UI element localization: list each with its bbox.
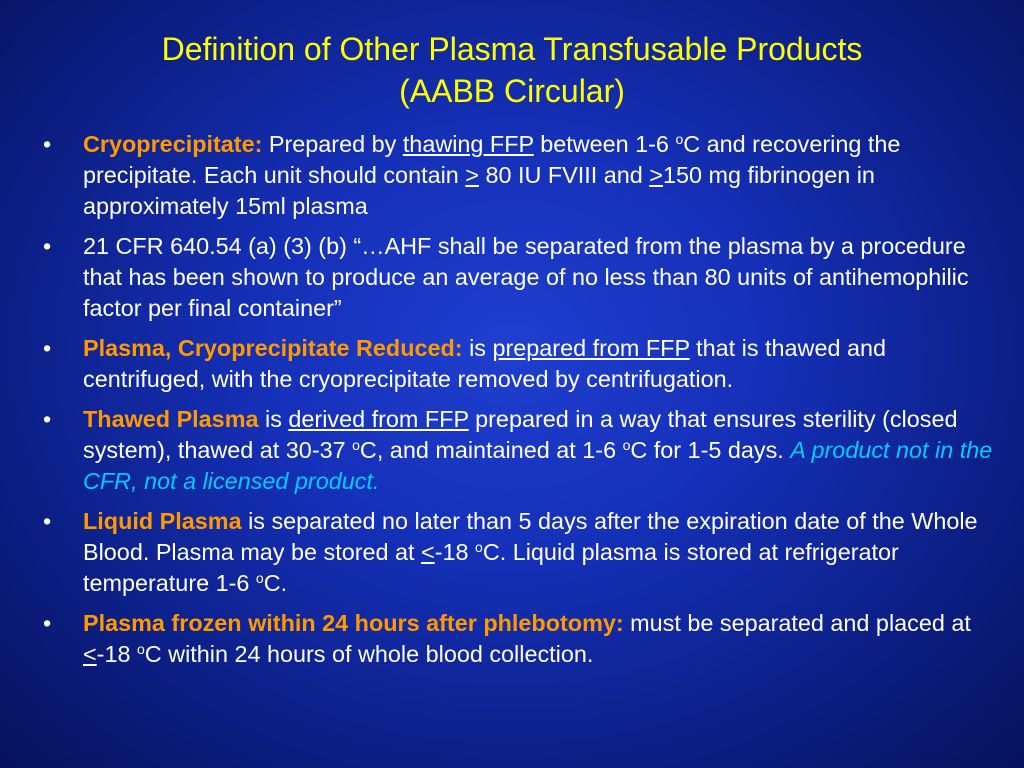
- slide-title: [40, 28, 984, 112]
- bullet-text: 80 IU FVIII and: [478, 162, 650, 188]
- bullet-text: C.: [263, 570, 288, 596]
- bullet-cfr-quote: [40, 231, 995, 324]
- bullet-text: C for 1-5 days.: [630, 437, 791, 463]
- underlined-symbol: >: [649, 162, 663, 188]
- degree-superscript: o: [255, 570, 264, 586]
- bullet-text: 150 mg fibrinogen in approximately 15ml plasma: [83, 162, 875, 219]
- underlined-text: thawing FFP: [402, 131, 534, 157]
- bullet-thawed-plasma: [40, 404, 995, 497]
- bullet-liquid-plasma: [40, 506, 995, 599]
- bullet-text: is separated no later than 5 days after the expiration date of the Whole Blood. Plasma may be stored at: [83, 508, 978, 565]
- underlined-symbol: <: [83, 641, 97, 667]
- italic-note: A product not in the CFR, not a licensed product.: [83, 437, 993, 494]
- underlined-text: derived from FFP: [288, 406, 469, 432]
- bullet-dot: •: [43, 508, 52, 534]
- bullet-dot: •: [43, 406, 52, 432]
- bullet-text: -18: [434, 539, 476, 565]
- term-cryoprecipitate: Cryoprecipitate:: [83, 131, 263, 157]
- degree-superscript: o: [675, 131, 684, 147]
- bullet-dot: •: [43, 335, 52, 361]
- bullet-text: is: [462, 335, 493, 361]
- bullet-text: is: [258, 406, 289, 432]
- underlined-text: prepared from FFP: [492, 335, 690, 361]
- term-thawed-plasma: Thawed Plasma: [83, 406, 259, 432]
- bullet-text: 21 CFR 640.54 (a) (3) (b) “…AHF shall be separated from the plasma by a procedure that has been shown to produce an average of no less than 80 units of antihemophilic factor per final container”: [83, 233, 969, 321]
- degree-superscript: o: [622, 437, 631, 453]
- term-plasma-cryo-reduced: Plasma, Cryoprecipitate Reduced:: [83, 335, 463, 361]
- bullet-cryoprecipitate: [40, 129, 995, 222]
- bullet-text: C, and maintained at 1-6: [359, 437, 623, 463]
- underlined-symbol: <: [421, 539, 435, 565]
- term-plasma-frozen-24h: Plasma frozen within 24 hours after phlebotomy:: [83, 610, 624, 636]
- bullet-text: between 1-6: [533, 131, 676, 157]
- bullet-dot: •: [43, 610, 52, 636]
- bullet-text: Prepared by: [262, 131, 403, 157]
- bullet-text: must be separated and placed at: [623, 610, 971, 636]
- underlined-symbol: >: [465, 162, 479, 188]
- bullet-plasma-cryo-reduced: [40, 333, 995, 395]
- bullet-text: C within 24 hours of whole blood collection.: [144, 641, 594, 667]
- bullet-dot: •: [43, 131, 52, 157]
- bullet-text: C and recovering the precipitate. Each unit should contain: [83, 131, 901, 188]
- title-line-1: Definition of Other Plasma Transfusable Products: [161, 31, 863, 67]
- bullet-dot: •: [43, 233, 52, 259]
- title-line-2: (AABB Circular): [399, 73, 625, 109]
- bullet-text: prepared in a way that ensures sterility (closed system), thawed at 30-37: [83, 406, 958, 463]
- bullet-text: -18: [96, 641, 137, 667]
- degree-superscript: o: [352, 437, 360, 453]
- degree-superscript: o: [475, 539, 483, 555]
- bullet-text: C. Liquid plasma is stored at refrigerator temperature 1-6: [83, 539, 899, 596]
- bullet-list: [40, 129, 995, 679]
- bullet-plasma-frozen-24h: [40, 608, 995, 670]
- degree-superscript: o: [136, 641, 145, 657]
- bullet-text: that is thawed and centrifuged, with the cryoprecipitate removed by centrifugation.: [83, 335, 886, 392]
- term-liquid-plasma: Liquid Plasma: [83, 508, 242, 534]
